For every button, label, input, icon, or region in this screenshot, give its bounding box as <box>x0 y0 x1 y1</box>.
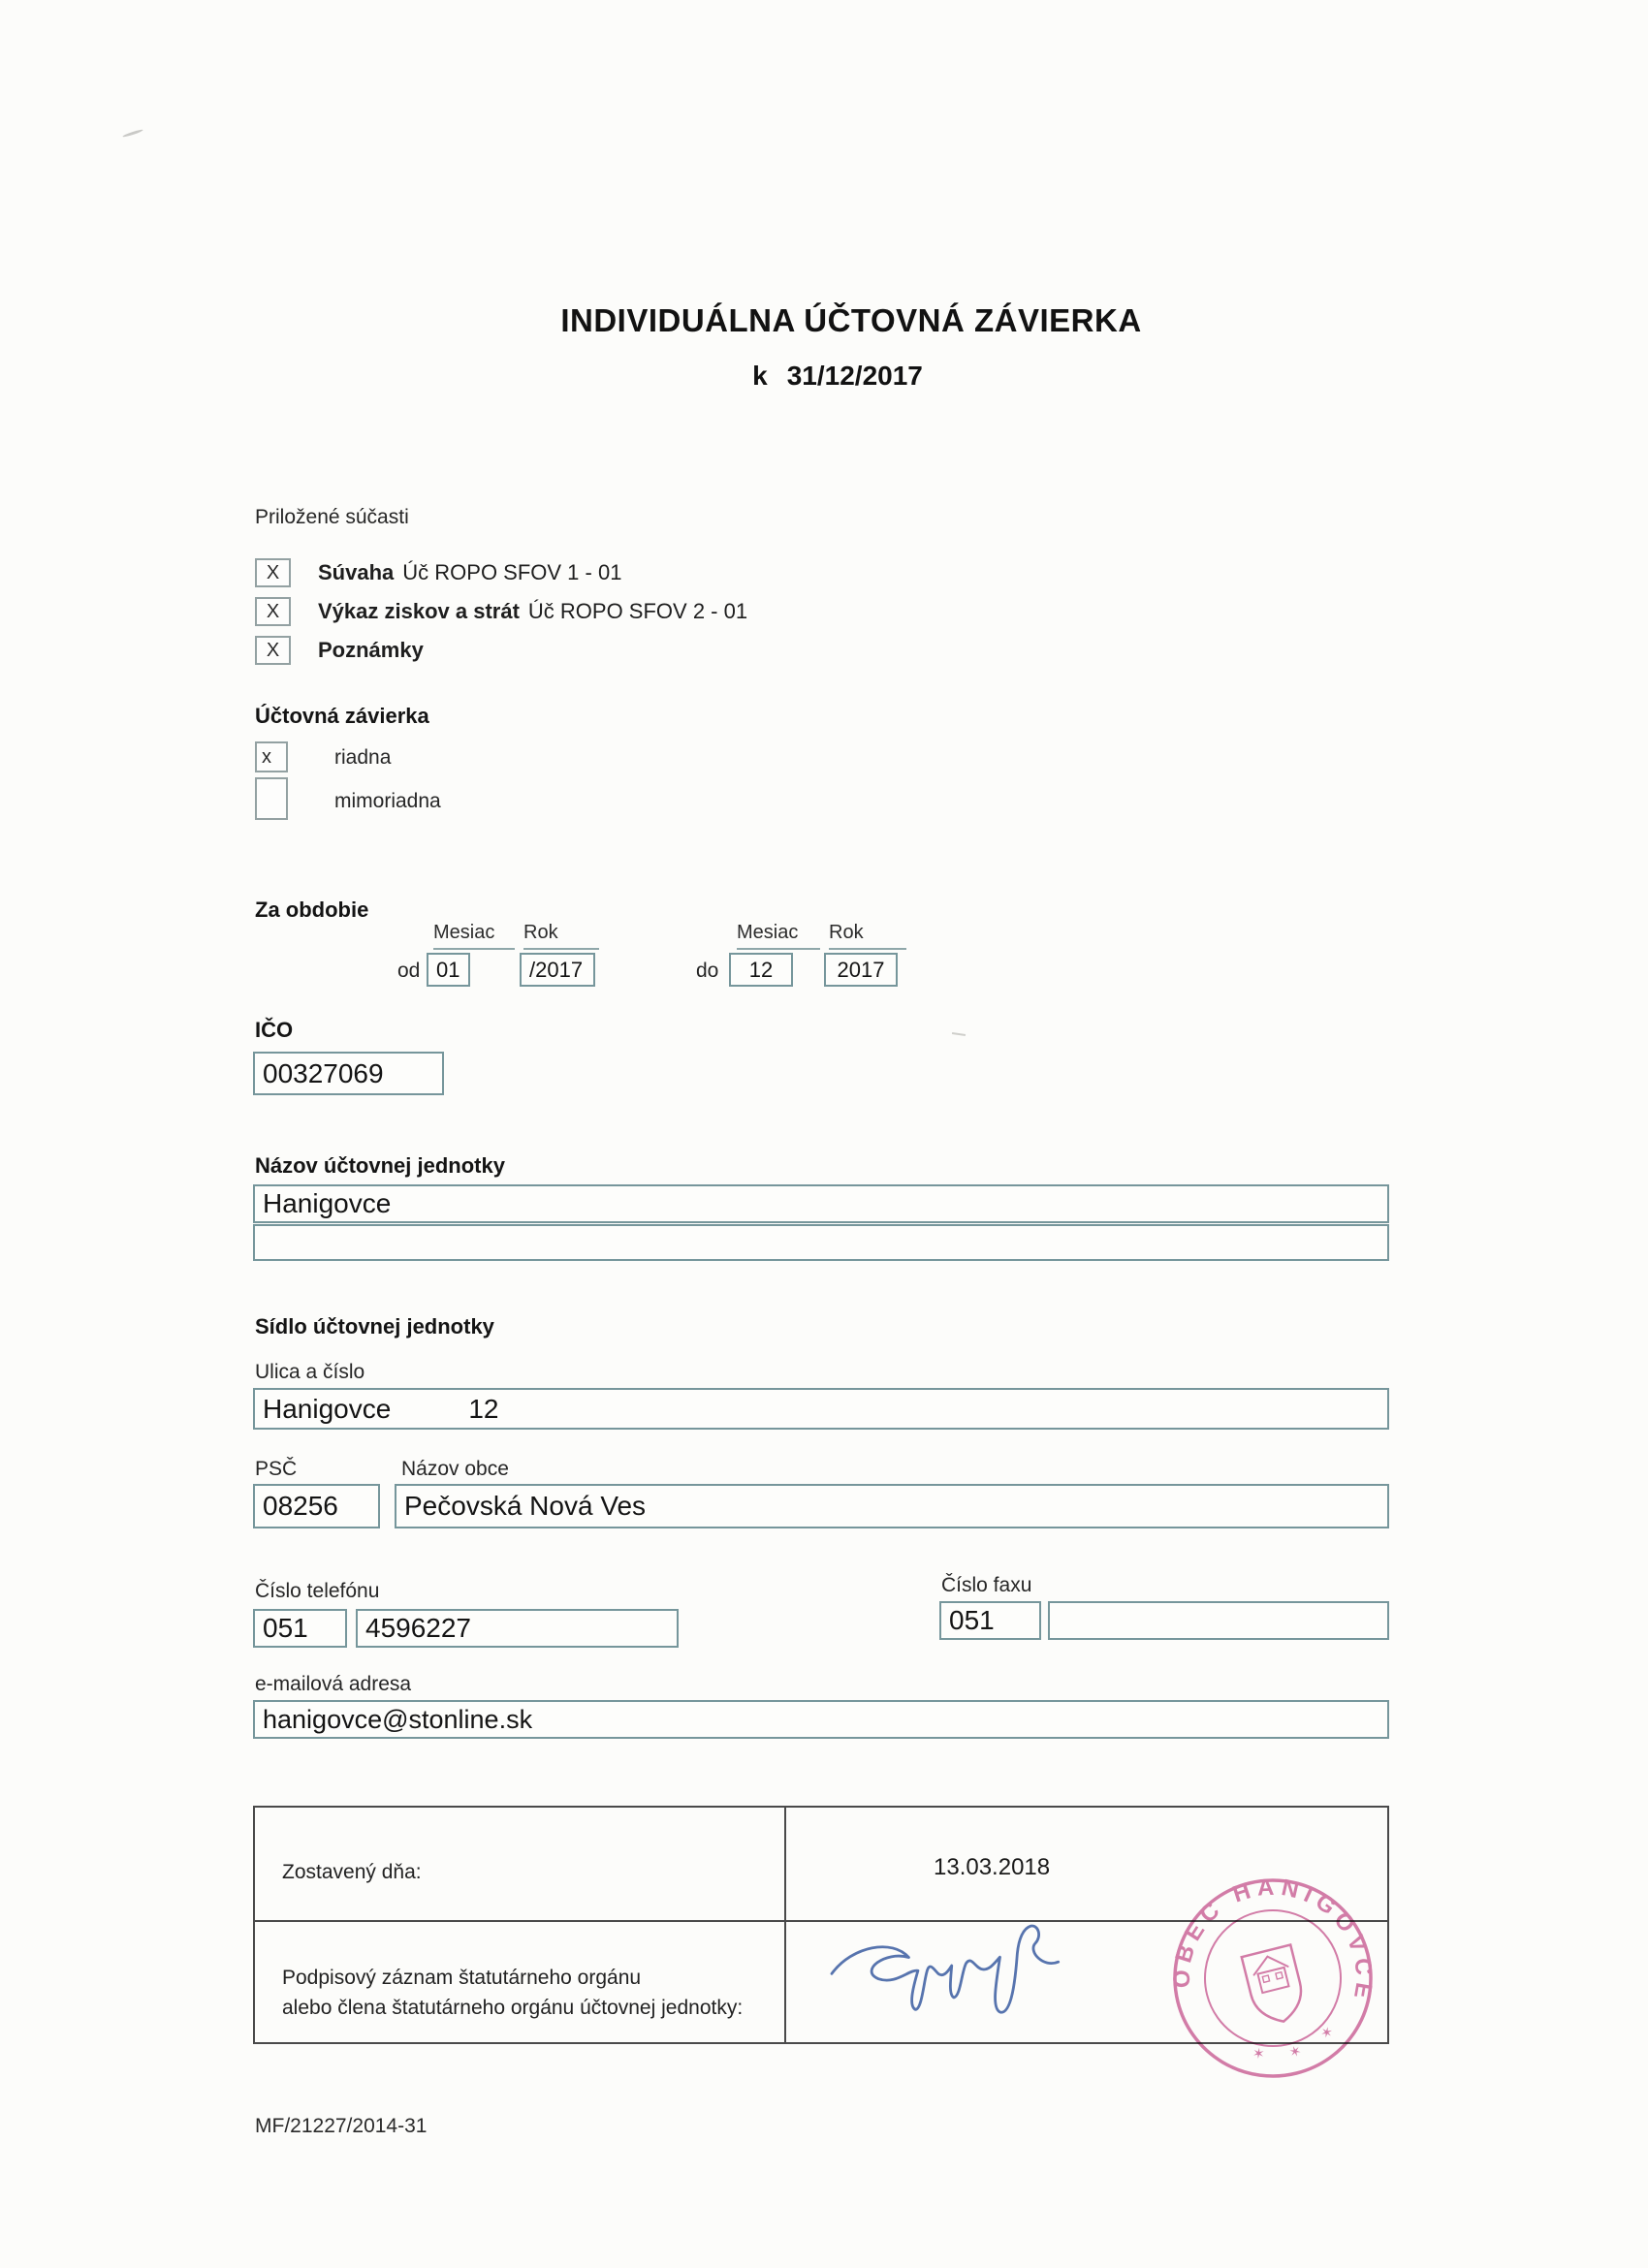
mimoriadna-label: mimoriadna <box>334 790 441 812</box>
stamp-text: OBEC HANIGOVCE <box>1168 1874 1378 2006</box>
address-heading: Sídlo účtovnej jednotky <box>255 1314 494 1339</box>
to-month-field: 12 <box>729 953 793 987</box>
checkbox-mimoriadna <box>255 777 288 820</box>
attached-item-vykaz <box>255 597 747 626</box>
scan-artifact <box>122 129 143 139</box>
year-label-from: Rok <box>523 922 599 950</box>
attached-item-name: Výkaz ziskov a strát <box>318 599 520 623</box>
street-number: 12 <box>468 1393 499 1424</box>
year-label-to: Rok <box>829 922 906 950</box>
attached-item-name: Súvaha <box>318 560 395 584</box>
document-date-line <box>14 361 1648 392</box>
attached-item-name: Poznámky <box>318 638 424 662</box>
ico-label: IČO <box>255 1018 294 1042</box>
document-title: INDIVIDUÁLNA ÚČTOVNÁ ZÁVIERKA <box>560 302 1142 338</box>
attached-item-code: Úč ROPO SFOV 1 - 01 <box>402 560 622 584</box>
fax-number-field <box>1048 1601 1389 1640</box>
psc-label: PSČ <box>255 1458 298 1480</box>
compiled-on-cell <box>255 1808 786 1922</box>
attached-heading: Priložené súčasti <box>255 506 409 528</box>
from-label: od <box>397 960 421 982</box>
attached-item-suvaha <box>255 558 621 587</box>
form-reference: MF/21227/2014-31 <box>255 2115 428 2137</box>
checkbox-vykaz <box>255 597 291 626</box>
from-year-field: /2017 <box>520 953 595 987</box>
to-label: do <box>696 960 719 982</box>
riadna-label: riadna <box>334 746 392 769</box>
signatory-label-cell <box>255 1922 786 2042</box>
phone-area-field: 051 <box>253 1609 347 1648</box>
stamp-house-emblem <box>1242 1945 1309 2028</box>
attached-item-label <box>318 560 621 585</box>
signatory-label-line1: Podpisový záznam štatutárneho orgánu <box>282 1967 642 1989</box>
attached-item-poznamky <box>255 636 432 665</box>
from-month-field: 01 <box>427 953 470 987</box>
scan-artifact <box>952 1032 966 1036</box>
town-field: Pečovská Nová Ves <box>395 1484 1389 1528</box>
month-label-from: Mesiac <box>433 922 515 950</box>
town-label: Názov obce <box>401 1458 509 1480</box>
email-label: e-mailová adresa <box>255 1673 412 1695</box>
signatory-label-line2: alebo člena štatutárneho orgánu účtovnej jednotky: <box>282 1997 744 2019</box>
email-field: hanigovce@stonline.sk <box>253 1700 1389 1739</box>
checkbox-suvaha <box>255 558 291 587</box>
entity-name-field-2 <box>253 1224 1389 1261</box>
stamp-stars: ✶ ✶ ✶ <box>1252 2014 1346 2064</box>
checkbox-mark: X <box>266 639 280 661</box>
phone-number-field: 4596227 <box>356 1609 679 1648</box>
ico-field: 00327069 <box>253 1052 444 1095</box>
checkbox-poznamky <box>255 636 291 665</box>
phone-label: Číslo telefónu <box>255 1580 380 1602</box>
entity-name-heading: Názov účtovnej jednotky <box>255 1153 505 1178</box>
handwritten-signature <box>822 1910 1082 2033</box>
month-label-to: Mesiac <box>737 922 820 950</box>
attached-item-label <box>318 599 747 624</box>
document-date: 31/12/2017 <box>786 361 923 391</box>
period-heading: Za obdobie <box>255 898 369 922</box>
street-name: Hanigovce <box>263 1393 392 1424</box>
checkbox-riadna <box>255 741 288 772</box>
checkbox-mark: x <box>262 745 271 768</box>
fax-label: Číslo faxu <box>941 1574 1032 1596</box>
street-label: Ulica a číslo <box>255 1361 365 1383</box>
street-field <box>253 1388 1389 1430</box>
to-year-field: 2017 <box>824 953 898 987</box>
psc-field: 08256 <box>253 1484 380 1528</box>
checkbox-mark: X <box>266 600 280 622</box>
compiled-on-label: Zostavený dňa: <box>282 1861 422 1883</box>
fax-area-field: 051 <box>939 1601 1041 1640</box>
attached-item-label <box>318 638 432 663</box>
checkbox-mark: X <box>266 561 280 583</box>
entity-name-field: Hanigovce <box>253 1184 1389 1223</box>
compiled-date: 13.03.2018 <box>934 1854 1051 1880</box>
municipal-stamp <box>1161 1867 1384 2090</box>
attached-item-code: Úč ROPO SFOV 2 - 01 <box>527 599 748 623</box>
zavierka-heading: Účtovná závierka <box>255 704 429 728</box>
date-prefix: k <box>752 361 768 391</box>
